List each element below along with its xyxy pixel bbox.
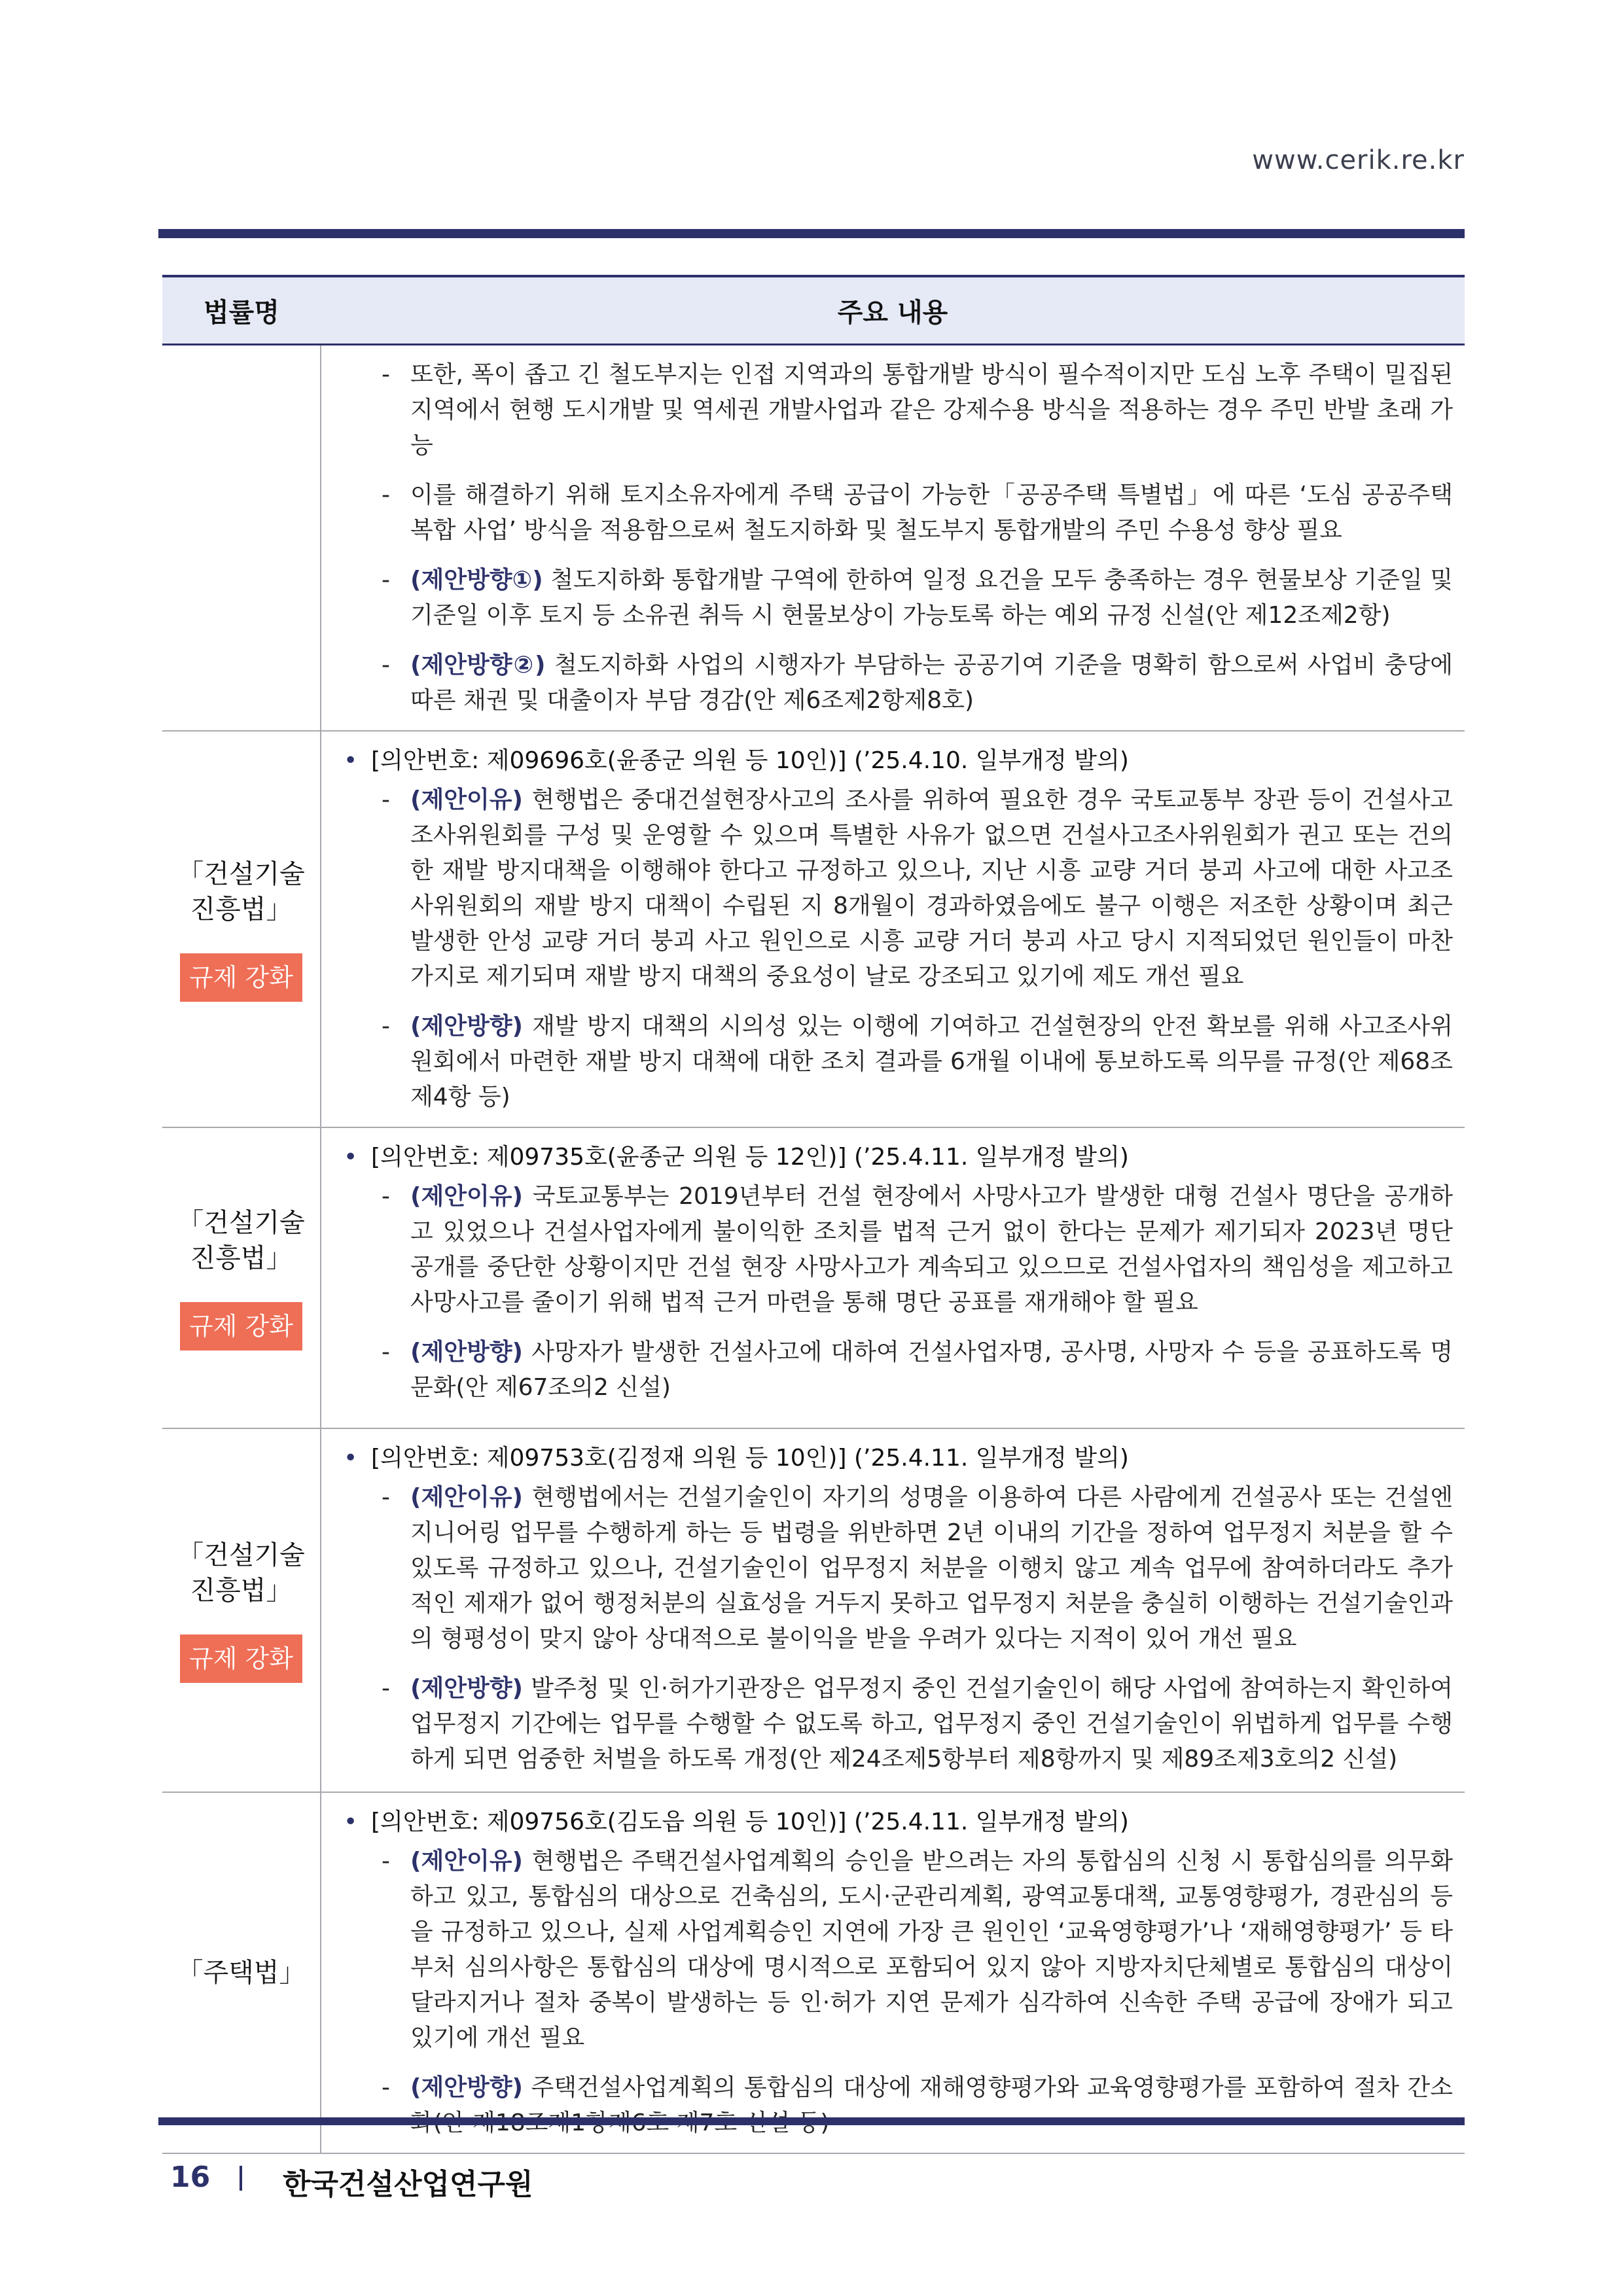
bullet-icon: • [344,1143,358,1171]
list-item: - (제안이유) 현행법은 중대건설현장사고의 조사를 위하여 필요한 경우 국토교통부 장관 등이 건설사고조사위원회를 구성 및 운영할 수 있으며 특별한 사유가 없으면 건설사고조사위원회가 권고 또는 건의한 재발 방지대책을 이행해야 한다고 규정하고 있으나, 지난 시흥 교량 거더 붕괴 사고에 대한 사고조사위원회의 재발 방지 대책이 수립된 지 8개월이 경과하였음에도 불구 이행은 저조한 상황이며 최근 발생한 안성 교량 거더 붕괴 사고 원인으로 시흥 교량 거더 붕괴 사고 당시 지적되었던 원인들이 마찬가지로 제기되며 재발 방지 대책의 중요성이 날로 강조되고 있기에 제도 개선 필요 [382,786,1453,990]
top-rule [158,229,1465,238]
bill-header: • [의안번호: 제09696호(윤종군 의원 등 10인)] (’25.4.10. 일부개정 발의) [332,743,1461,779]
content-cell [321,1428,1465,1792]
bullet-icon: • [344,747,358,774]
list-item: - 이를 해결하기 위해 토지소유자에게 주택 공급이 가능한「공공주택 특별법」에 따른 ‘도심 공공주택 복합 사업’ 방식을 적용함으로써 철도지하화 및 철도부지 통합개발의 주민 수용성 향상 필요 [382,481,1453,544]
content-cell [321,731,1465,1127]
list-item: - (제안방향) 재발 방지 대책의 시의성 있는 이행에 기여하고 건설현장의 안전 확보를 위해 사고조사위원회에서 마련한 재발 방지 대책에 대한 조치 결과를 6개월 이내에 통보하도록 의무를 규정(안 제68조제4항 등) [382,1012,1453,1110]
law-cell [162,344,321,731]
table-row [162,1428,1465,1792]
content-cell [321,1792,1465,2153]
regulation-badge: 규제 강화 [180,1634,302,1683]
page-number: 16 [170,2161,211,2194]
law-name: 「건설기술 [177,1540,305,1570]
law-name: 「건설기술 [177,1207,305,1238]
table-row [162,731,1465,1127]
list-item: - 또한, 폭이 좁고 긴 철도부지는 인접 지역과의 통합개발 방식이 필수적이지만 도심 노후 주택이 밀집된 지역에서 현행 도시개발 및 역세권 개발사업과 같은 강제수용 방식을 적용하는 경우 주민 반발 초래 가능 [382,361,1453,459]
list-item: - (제안이유) 현행법에서는 건설기술인이 자기의 성명을 이용하여 다른 사람에게 건설공사 또는 건설엔지니어링 업무를 수행하게 하는 등 법령을 위반하면 2년 이내의 기간을 정하여 업무정지 처분을 할 수 있도록 규정하고 있으나, 건설기술인이 업무정지 처분을 이행치 않고 계속 업무에 참여하더라도 추가적인 제재가 없어 행정처분의 실효성을 거두지 못하고 업무정지 처분을 충실히 이행하는 건설기술인과의 형평성이 맞지 않아 상대적으로 불이익을 받을 우려가 있다는 지적이 있어 개선 필요 [382,1483,1453,1652]
regulation-badge: 규제 강화 [180,953,302,1002]
list-item: - (제안방향) 주택건설사업계획의 통합심의 대상에 재해영향평가와 교육영향평가를 포함하여 절차 간소 [382,2074,1453,2101]
law-cell [162,1127,321,1428]
law-cell [162,731,321,1127]
bill-header: • [의안번호: 제09753호(김정재 의원 등 10인)] (’25.4.11. 일부개정 발의) [332,1441,1461,1476]
list-item: - (제안이유) 국토교통부는 2019년부터 건설 현장에서 사망사고가 발생한 대형 건설사 명단을 공개하고 있었으나 건설사업자에게 불이익한 조치를 법적 근거 없이 한다는 문제가 제기되자 2023년 명단 공개를 중단한 상황이지만 건설 현장 사망사고가 계속되고 있으므로 건설사업자의 책임성을 제고하고 사망사고를 줄이기 위해 법적 근거 마련을 통해 명단 공표를 재개해야 할 필요 [382,1182,1453,1316]
bill-header: • [의안번호: 제09735호(윤종군 의원 등 12인)] (’25.4.11. 일부개정 발의) [332,1140,1461,1175]
bullet-icon: • [344,1808,358,1835]
list-item: - (제안방향①) 철도지하화 통합개발 구역에 한하여 일정 요건을 모두 충족하는 경우 현물보상 기준일 및 기준일 이후 토지 등 소유권 취득 시 현물보상이 가능토록 하는 예외 규정 신설(안 제12조제2항) [382,566,1453,629]
bill-header: • [의안번호: 제09756호(김도읍 의원 등 10인)] (’25.4.11. 일부개정 발의) [332,1805,1461,1840]
list-item: - (제안방향) 발주청 및 인·허가기관장은 업무정지 중인 건설기술인이 해당 사업에 참여하는지 확인하여 업무정지 기간에는 업무를 수행할 수 없도록 하고, 업무정지 중인 건설기술인이 위법하게 업무를 수행하게 되면 엄중한 처벌을 하도록 개정(안 제24조제5항부터 제8항까지 및 제89조제3호의2 신설) [382,1674,1453,1773]
list-item: - (제안방향) 사망자가 발생한 건설사고에 대하여 건설사업자명, 공사명, 사망자 수 등을 공표하도록 명문화(안 제67조의2 신설) [382,1338,1453,1401]
law-name: 「건설기술 [177,858,305,889]
law-table [162,275,1465,2154]
table-row [162,1127,1465,1428]
table-row [162,344,1465,731]
regulation-badge: 규제 강화 [180,1302,302,1351]
footer-divider [240,2166,242,2191]
law-name: 진흥법」 [190,894,293,925]
list-item: - (제안방향②) 철도지하화 사업의 시행자가 부담하는 공공기여 기준을 명확히 함으로써 사업비 충당에 따른 채권 및 대출이자 부담 경감(안 제6조제2항제8호) [382,651,1453,714]
content-cell [321,344,1465,731]
law-name: 진흥법」 [190,1575,293,1606]
law-cell [162,1428,321,1792]
law-cell [162,1792,321,2153]
column-header-content: 주요 내용 [321,276,1465,344]
content-cell [321,1127,1465,1428]
organization-name: 한국건설산업연구원 [283,2168,533,2201]
law-name: 「주택법」 [177,1957,306,1988]
column-header-law: 법률명 [162,276,321,344]
law-name: 진흥법」 [190,1243,293,1273]
site-url[interactable]: www.cerik.re.kr [1252,145,1465,175]
list-item: - (제안이유) 현행법은 주택건설사업계획의 승인을 받으려는 자의 통합심의 신청 시 통합심의를 의무화하고 있고, 통합심의 대상으로 건축심의, 도시·군관리계획, 광역교통대책, 교통영향평가, 경관심의 등을 규정하고 있으나, 실제 사업계획승인 지연에 가장 큰 원인인 ‘교육영향평가’나 ‘재해영향평가’ 등 타 부처 심의사항은 통합심의 대상에 명시적으로 포함되어 있지 않아 지방자치단체별로 통합심의 대상이 달라지거나 절차 중복이 발생하는 등 인·허가 지연 문제가 심각하여 신속한 주택 공급에 장애가 되고 있기에 개선 필요 [382,1847,1453,2051]
bullet-icon: • [344,1444,358,1472]
bottom-rule [158,2117,1465,2125]
table-row [162,1792,1465,2153]
